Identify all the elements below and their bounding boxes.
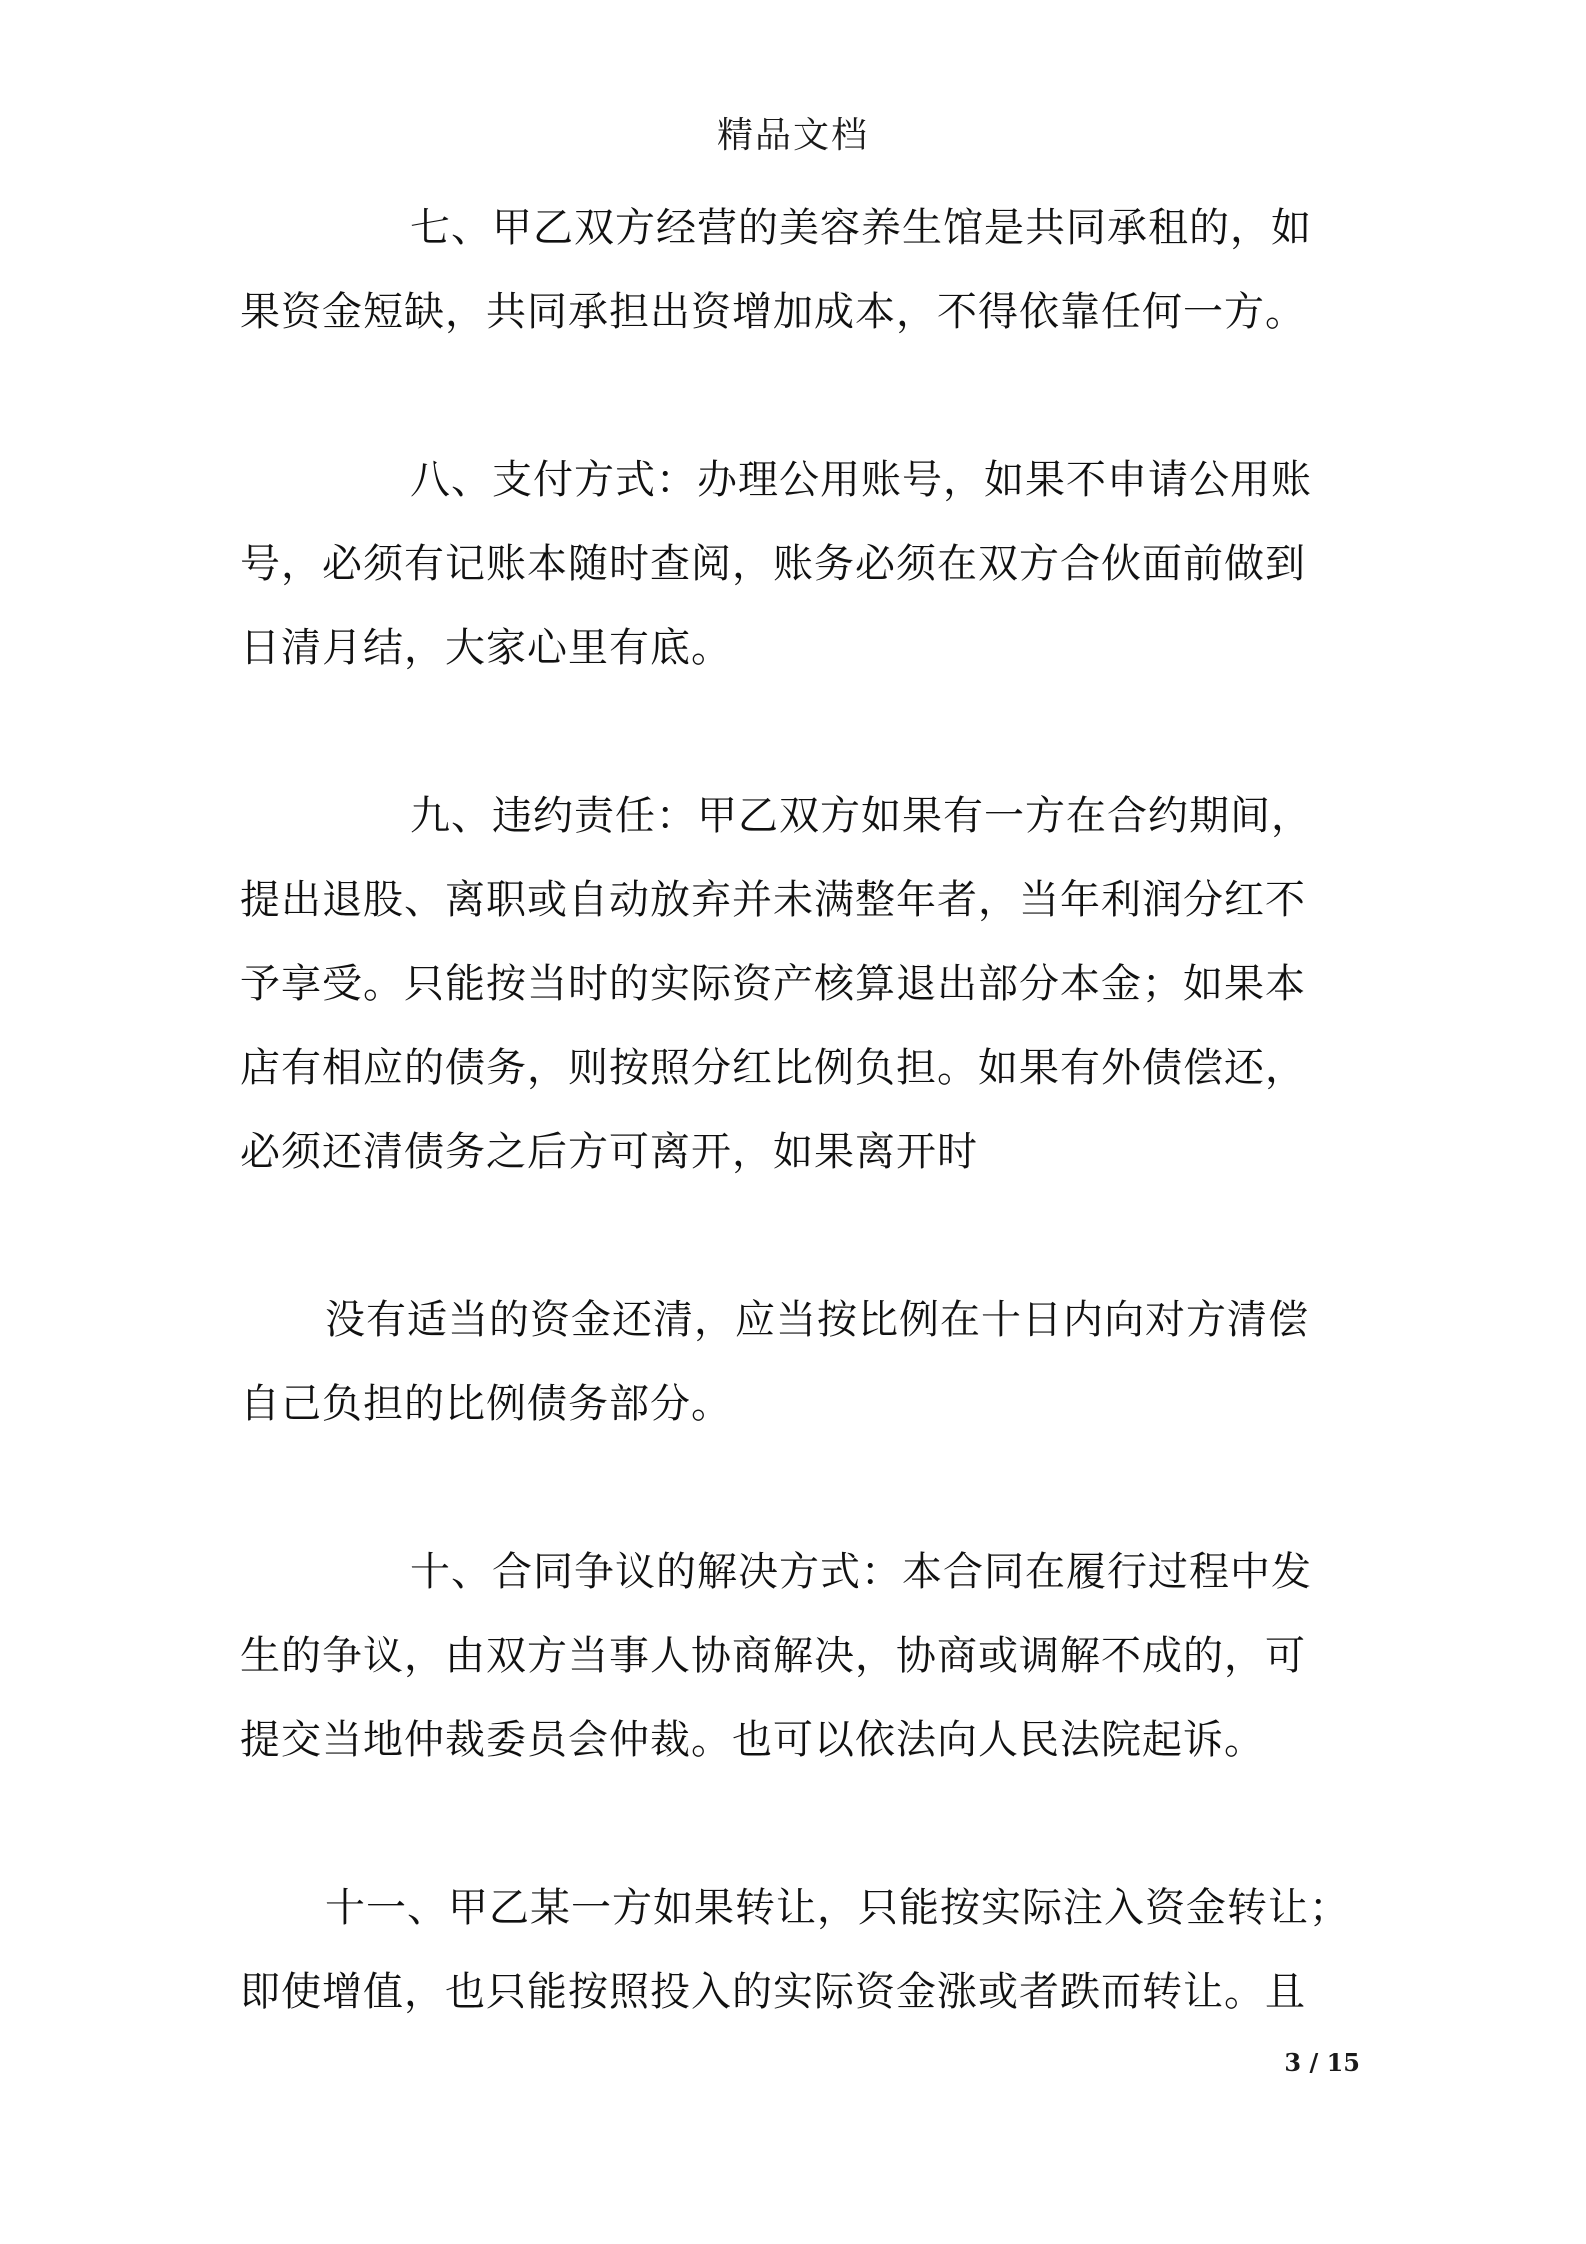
- paragraph-line: 日清月结，大家心里有底。: [240, 625, 732, 671]
- paragraph-eight: [240, 438, 1350, 690]
- paragraph-line: 号，必须有记账本随时查阅，账务必须在双方合伙面前做到: [240, 541, 1306, 587]
- paragraph-line: 没有适当的资金还清，应当按比例在十日内向对方清偿: [325, 1297, 1309, 1343]
- paragraph-nine: [240, 774, 1350, 1194]
- paragraph-line: 即使增值，也只能按照投入的实际资金涨或者跌而转让。且: [240, 1969, 1306, 2015]
- paragraph-line: 十、合同争议的解决方式：本合同在履行过程中发: [410, 1549, 1312, 1595]
- page-header-title: 精品文档: [716, 115, 869, 156]
- paragraph-nine-continued: [240, 1278, 1350, 1446]
- paragraph-ten: [240, 1530, 1350, 1782]
- paragraph-line: 七、甲乙双方经营的美容养生馆是共同承租的，如: [410, 205, 1312, 251]
- paragraph-line: 生的争议，由双方当事人协商解决，协商或调解不成的，可: [240, 1633, 1306, 1679]
- paragraph-seven: [240, 186, 1350, 354]
- paragraph-line: 店有相应的债务，则按照分红比例负担。如果有外债偿还，: [240, 1045, 1306, 1091]
- paragraph-line: 予享受。只能按当时的实际资产核算退出部分本金；如果本: [240, 961, 1306, 1007]
- page-number: 3 / 15: [1284, 2048, 1360, 2077]
- paragraph-line: 十一、甲乙某一方如果转让，只能按实际注入资金转让；: [325, 1885, 1350, 1931]
- paragraph-line: 八、支付方式：办理公用账号，如果不申请公用账: [410, 457, 1312, 503]
- paragraph-line: 提交当地仲裁委员会仲裁。也可以依法向人民法院起诉。: [240, 1717, 1265, 1763]
- paragraph-line: 果资金短缺，共同承担出资增加成本，不得依靠任何一方。: [240, 289, 1306, 335]
- paragraph-line: 自己负担的比例债务部分。: [240, 1381, 732, 1427]
- paragraph-line: 提出退股、离职或自动放弃并未满整年者，当年利润分红不: [240, 877, 1306, 923]
- paragraph-line: 必须还清债务之后方可离开，如果离开时: [240, 1129, 978, 1175]
- paragraph-line: 九、违约责任：甲乙双方如果有一方在合约期间，: [410, 793, 1312, 839]
- paragraph-eleven: [240, 1866, 1350, 2034]
